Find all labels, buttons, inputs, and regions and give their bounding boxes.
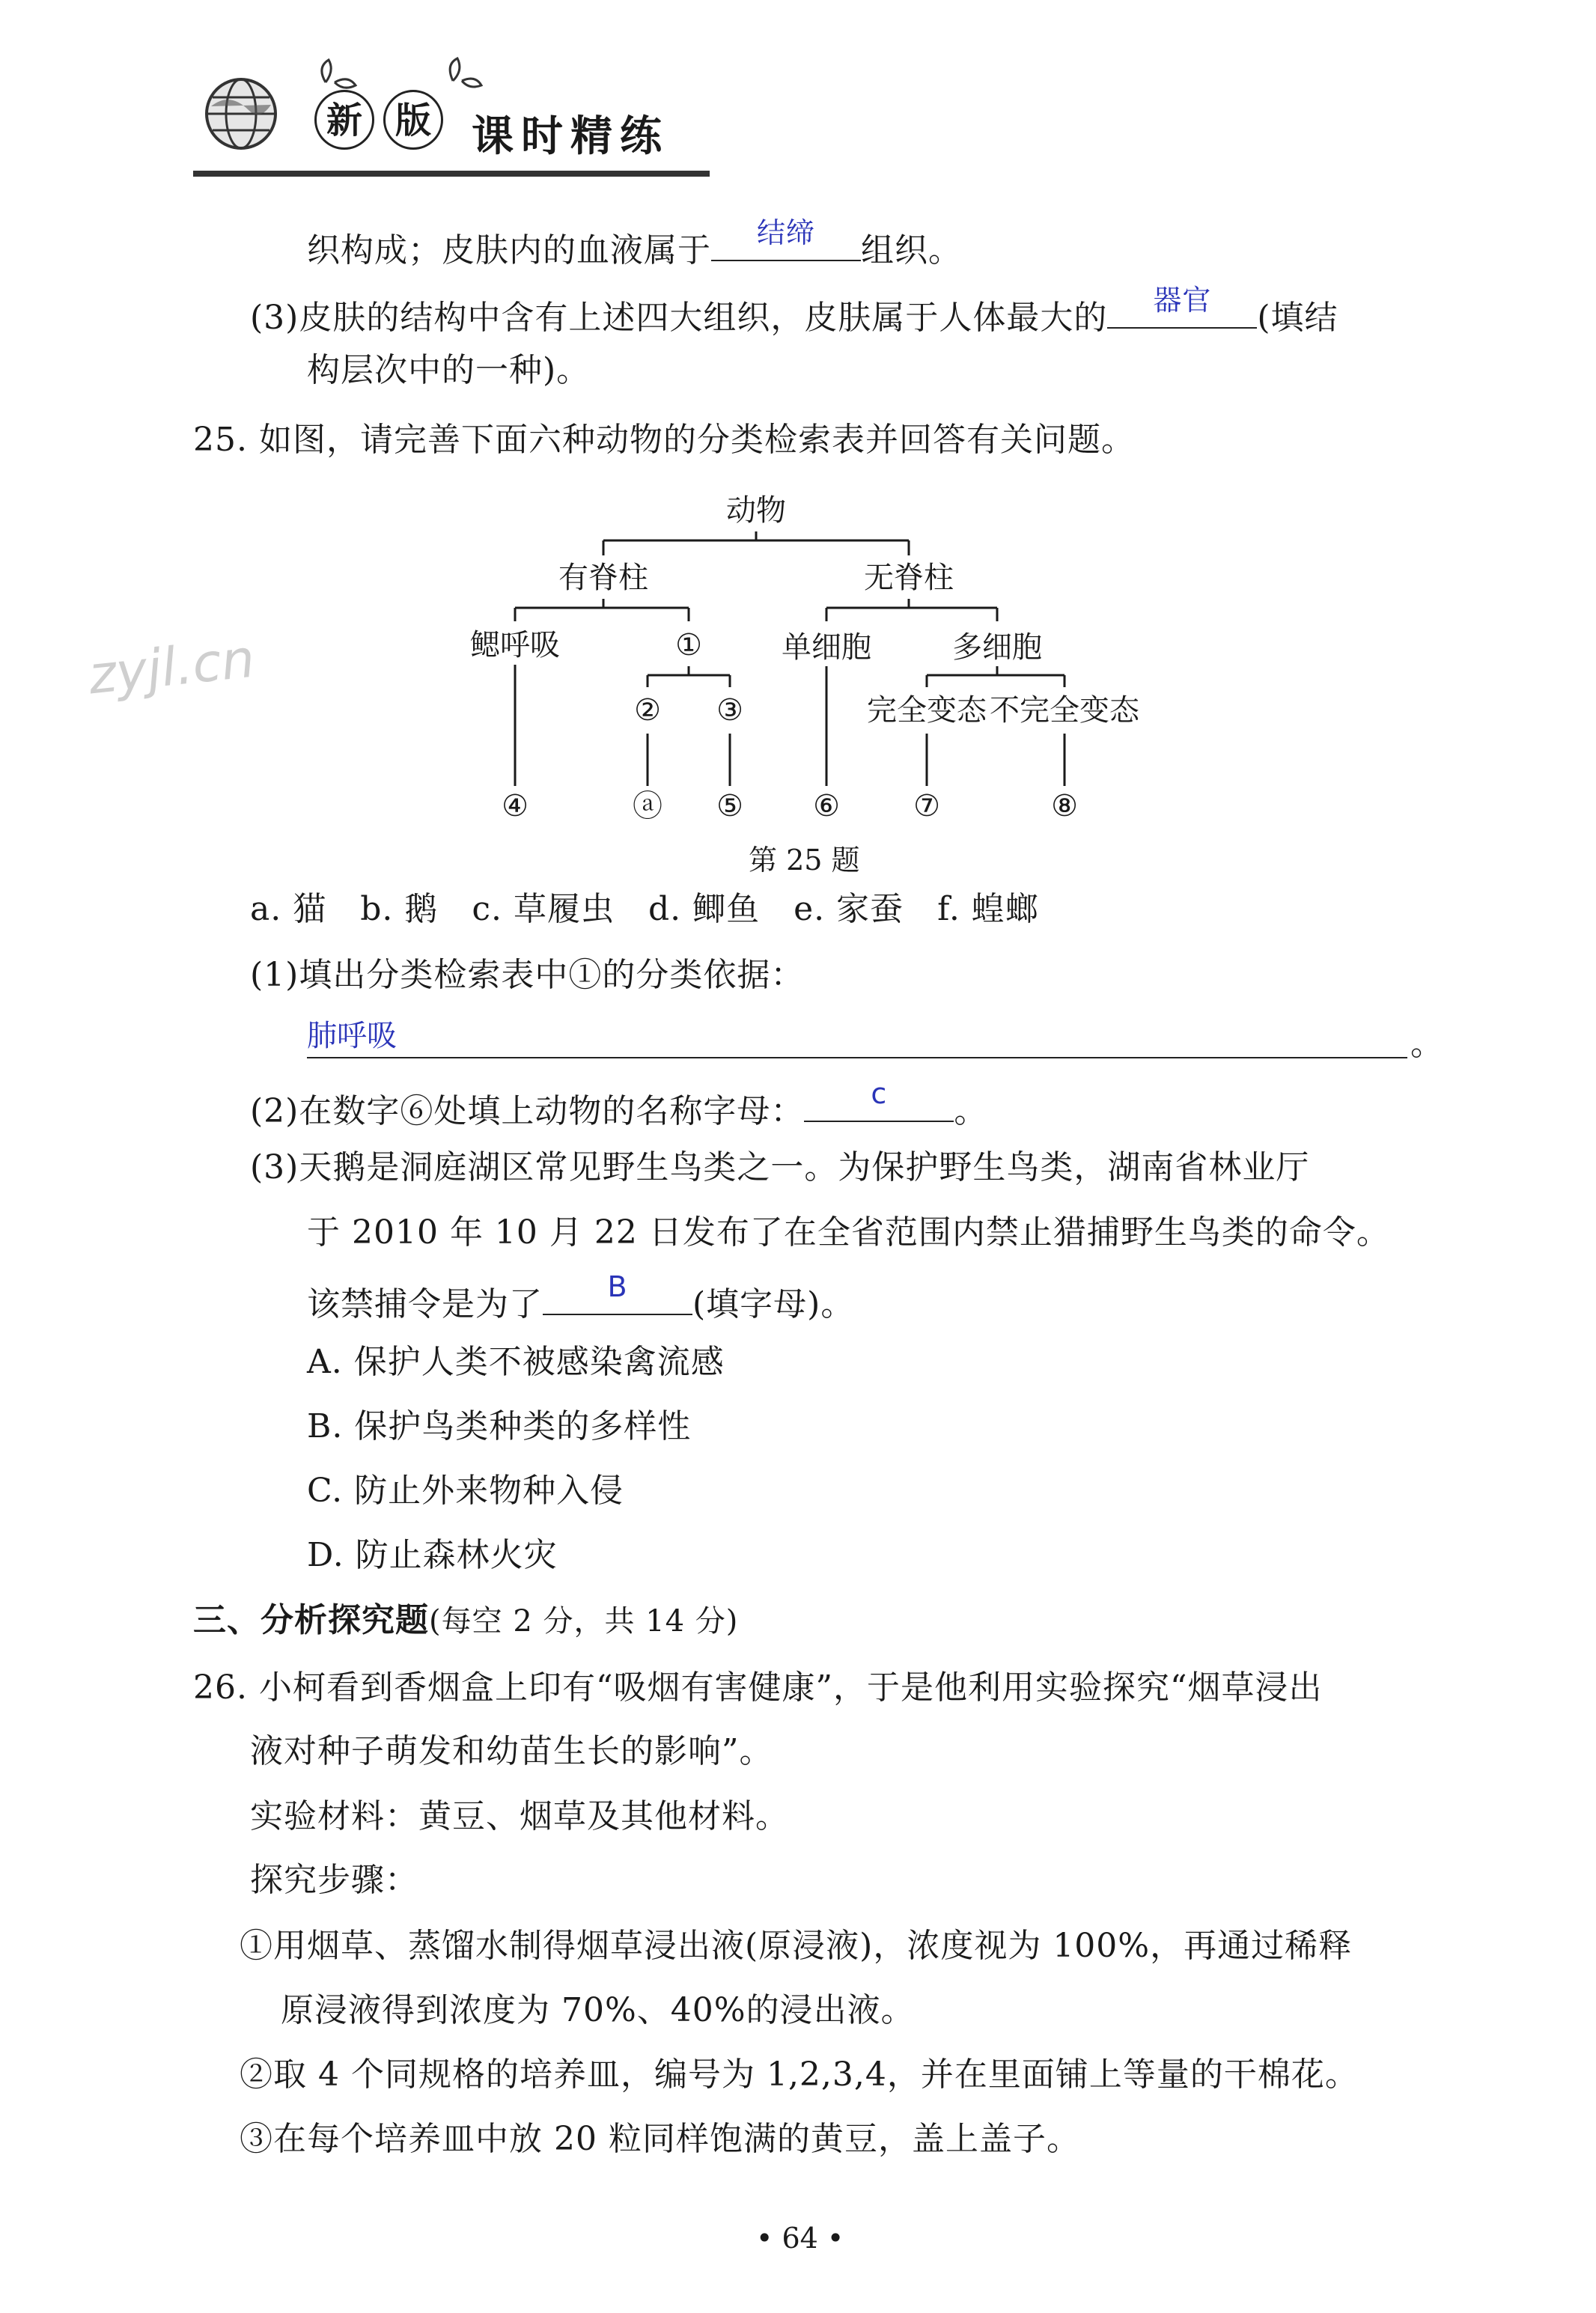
q25-part3-line1: (3)天鹅是洞庭湖区常见野生鸟类之一。为保护野生鸟类，湖南省林业厅 — [250, 1148, 1310, 1186]
q24-blank-1 — [711, 216, 861, 261]
section-title: 三、分析探究题 — [193, 1601, 429, 1639]
answer-text: 结缔 — [756, 216, 815, 249]
choice-c: C. 防止外来物种入侵 — [307, 1472, 624, 1510]
q25-part2 — [250, 1077, 988, 1134]
figure-caption: 第 25 题 — [749, 844, 860, 877]
choice-b: B. 保护鸟类种类的多样性 — [307, 1407, 692, 1445]
answer-text: 肺呼吸 — [307, 1019, 397, 1053]
node-unicellular: 单细胞 — [782, 630, 871, 665]
leaf-7: ⑦ — [913, 789, 940, 823]
q26-steps-label: 探究步骤： — [250, 1861, 418, 1899]
q26-step2: ②取 4 个同规格的培养皿，编号为 1,2,3,4，并在里面铺上等量的干棉花。 — [240, 2056, 1359, 2094]
leaf-a: ⓐ — [633, 789, 663, 823]
section-heading — [193, 1598, 738, 1644]
q24-line1-end: 组织。 — [861, 231, 962, 269]
q25-part2-text: (2)在数字⑥处填上动物的名称字母： — [250, 1092, 805, 1130]
choice-a: A. 保护人类不被感染禽流感 — [307, 1343, 725, 1381]
q24-line1 — [307, 216, 962, 273]
q25-blank-3 — [543, 1270, 692, 1315]
page-number: • 64 • — [756, 2222, 844, 2255]
leaf-4: ④ — [502, 789, 529, 823]
node-incomplete-metamorphosis: 不完全变态 — [990, 693, 1139, 728]
answer-text: 器官 — [1153, 284, 1212, 317]
q25-part1-end: 。 — [1410, 1025, 1444, 1063]
q25-part1: (1)填出分类检索表中①的分类依据： — [250, 956, 805, 994]
answer-text: c — [871, 1077, 888, 1110]
node-2: ② — [634, 693, 661, 728]
section-note: (每空 2 分，共 14 分) — [429, 1604, 739, 1639]
q24-part3-line1 — [250, 284, 1338, 341]
q26-step1-line1: ①用烟草、蒸馏水制得烟草浸出液(原浸液)，浓度视为 100%，再通过稀释 — [240, 1927, 1353, 1965]
classification-key-diagram — [449, 487, 1198, 831]
node-1: ① — [675, 628, 702, 662]
q26-stem-line2: 液对种子萌发和幼苗生长的影响”。 — [250, 1732, 773, 1770]
q25-part3-text: 该禁捕令是为了 — [307, 1285, 543, 1323]
q24-blank-2 — [1107, 284, 1257, 329]
node-invertebrate: 无脊柱 — [864, 561, 954, 595]
node-3: ③ — [716, 693, 743, 728]
node-root: 动物 — [726, 493, 786, 528]
q25-part3-line3 — [307, 1270, 855, 1327]
header-rule — [193, 171, 710, 177]
header-title: 课时精练 — [472, 112, 669, 161]
q26-step3: ③在每个培养皿中放 20 粒同样饱满的黄豆，盖上盖子。 — [240, 2120, 1080, 2158]
node-vertebrate: 有脊柱 — [558, 561, 648, 595]
node-multicellular: 多细胞 — [952, 630, 1042, 665]
q26-step1-line2: 原浸液得到浓度为 70%、40%的浸出液。 — [281, 1991, 915, 2029]
q24-part3-end: (填结 — [1257, 299, 1338, 337]
q25-blank-2 — [804, 1077, 954, 1122]
globe-logo-icon — [196, 69, 286, 159]
q25-part3-line2: 于 2010 年 10 月 22 日发布了在全省范围内禁止猎捕野生鸟类的命令。 — [307, 1213, 1390, 1252]
q25-part1-blank — [307, 1012, 1407, 1058]
leaf-6: ⑥ — [813, 789, 840, 823]
q25-part3-end: (填字母)。 — [692, 1285, 855, 1323]
choice-d: D. 防止森林火灾 — [307, 1536, 558, 1574]
node-gill-breathing: 鳃呼吸 — [470, 628, 560, 662]
answer-text: B — [607, 1270, 628, 1303]
node-complete-metamorphosis: 完全变态 — [867, 693, 987, 728]
leaf-8: ⑧ — [1051, 789, 1078, 823]
q24-part3-line2: 构层次中的一种)。 — [307, 351, 591, 389]
q25-stem: 25. 如图，请完善下面六种动物的分类检索表并回答有关问题。 — [193, 421, 1135, 459]
q26-stem-line1: 26. 小柯看到香烟盒上印有“吸烟有害健康”，于是他利用实验探究“烟草浸出 — [193, 1669, 1323, 1707]
badge-ban: 版 — [383, 90, 443, 150]
q24-line1-text: 织构成；皮肤内的血液属于 — [307, 231, 711, 269]
badge-xin: 新 — [314, 90, 374, 150]
watermark: zyjl.cn — [85, 627, 258, 707]
q25-options: a. 猫 b. 鹅 c. 草履虫 d. 鲫鱼 e. 家蚕 f. 蝗螂 — [250, 890, 1039, 928]
q24-part3-text: (3)皮肤的结构中含有上述四大组织，皮肤属于人体最大的 — [250, 299, 1108, 337]
q26-materials: 实验材料：黄豆、烟草及其他材料。 — [250, 1797, 789, 1835]
leaf-5: ⑤ — [716, 789, 743, 823]
q25-part2-end: 。 — [954, 1092, 988, 1130]
